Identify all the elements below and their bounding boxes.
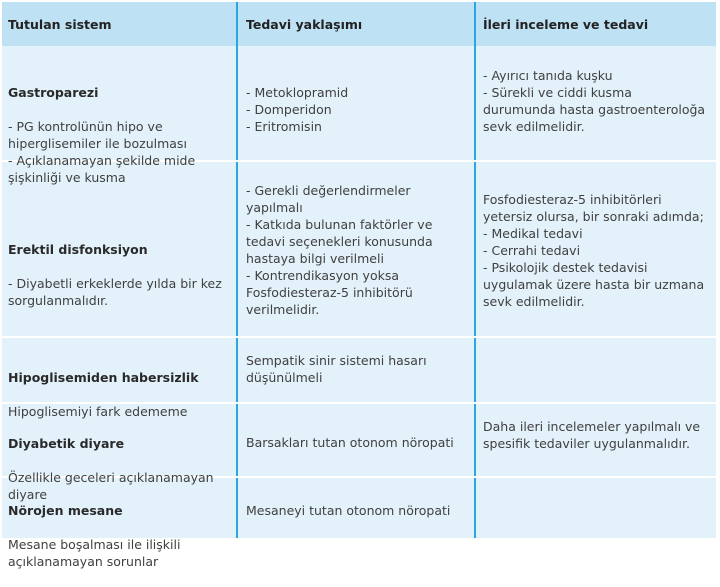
row-erektil-approach: - Gerekli değerlendirmeler yapılmalı - Katkıda bulunan faktörler ve tedavi seçenekleri konusunda hastaya bilgi verilmeli - Kontrendikasyon yoksa Fosfodiesteraz-5 inhibitörü verilmelidir. [246,183,433,317]
system-title: Diyabetik diyare [8,436,125,451]
system-title: Hipoglisemiden habersizlik [8,370,199,385]
header-further: İleri inceleme ve tedavi [483,16,649,32]
row-mesane-approach: Mesaneyi tutan otonom nöropati [246,503,451,518]
row-divider [2,336,716,338]
row-gastroparezi-approach: - Metoklopramid - Domperidon - Eritromisin [246,85,349,134]
system-description: - Diyabetli erkeklerde yılda bir kez sorgulanmalıdır. [8,276,222,308]
system-description: Mesane boşalması ile ilişkili açıklanamayan sorunlar [8,537,181,569]
complications-table [2,2,716,569]
row-mesane-system [8,485,180,587]
row-diyare-approach: Barsakları tutan otonom nöropati [246,435,454,450]
row-hipoglisemi-approach: Sempatik sinir sistemi hasarı düşünülmeli [246,353,427,385]
column-divider [236,2,238,538]
system-description: - PG kontrolünün hipo ve hiperglisemiler ile bozulması - Açıklanamayan şekilde mide şişkinliği ve kusma [8,119,196,185]
header-approach: Tedavi yaklaşımı [246,16,363,32]
system-title: Erektil disfonksiyon [8,242,148,257]
row-erektil-further: Fosfodiesteraz-5 inhibitörleri yetersiz olursa, bir sonraki adımda; - Medikal tedavi - Cerrahi tedavi - Psikolojik destek tedavisi uygulamak üzere hasta bir uzmana sevk edilmelidir. [483,192,705,309]
column-divider [474,2,476,538]
row-gastroparezi-system [8,67,195,203]
row-diyare-further: Daha ileri incelemeler yapılmalı ve spesifik tedaviler uygulanmalıdır. [483,419,701,451]
row-erektil-system [8,224,222,326]
system-description: Özellikle geceleri açıklanamayan diyare [8,470,214,502]
system-title: Nörojen mesane [8,503,123,518]
header-system: Tutulan sistem [8,16,112,32]
row-gastroparezi-further: - Ayırıcı tanıda kuşku - Sürekli ve ciddi kusma durumunda hasta gastroenteroloğa sevk edilmelidir. [483,68,706,134]
table-header [2,2,716,46]
system-title: Gastroparezi [8,85,99,100]
system-description: Hipoglisemiyi fark edememe [8,404,188,419]
